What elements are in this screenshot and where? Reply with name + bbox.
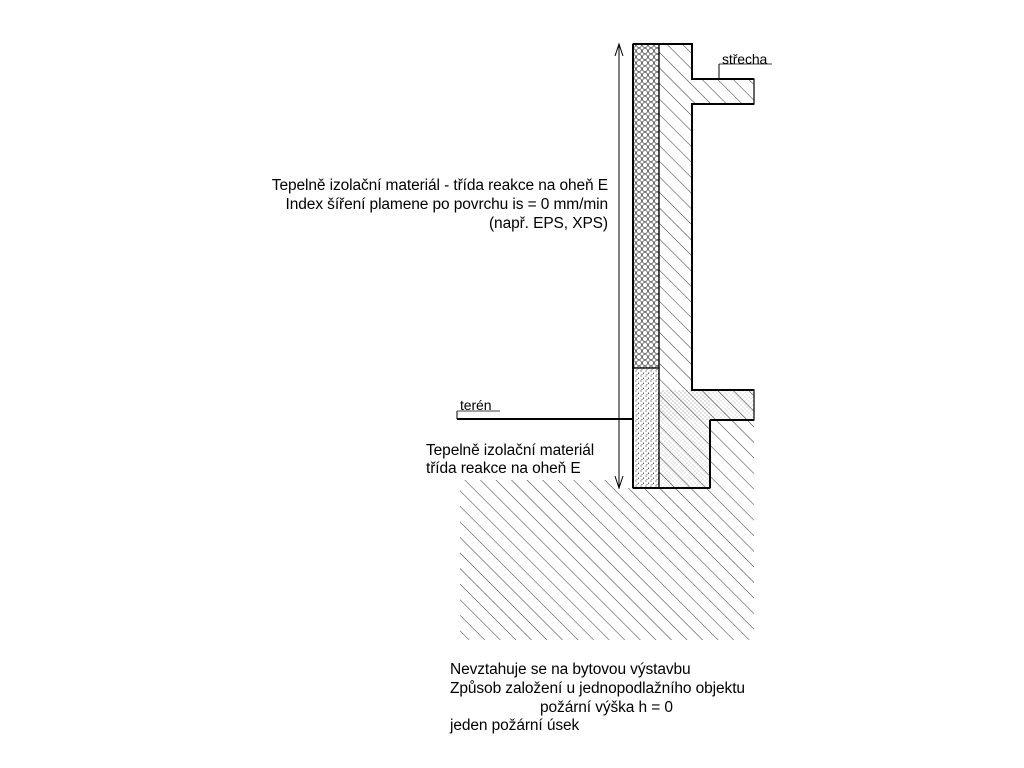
- lower-insulation: [633, 368, 659, 488]
- upper-note-line-2: Index šíření plamene po povrchu is = 0 mm/min: [285, 196, 608, 213]
- note-line-4: jeden požární úsek: [450, 717, 580, 734]
- note-line-2: Způsob založení u jednopodlažního objektu: [450, 680, 745, 697]
- upper-note-line-3: (např. EPS, XPS): [488, 215, 608, 232]
- upper-note-line-1: Tepelně izolační materiál - třída reakce na oheň E: [271, 177, 608, 194]
- double-arrow-icon: [615, 44, 623, 488]
- terrain-label: terén: [460, 397, 492, 413]
- lower-note-line-1: Tepelně izolační materiál: [426, 442, 595, 459]
- lower-note-line-2: třída reakce na oheň E: [426, 460, 581, 477]
- note-line-3: požární výška h = 0: [540, 699, 673, 716]
- upper-insulation: [633, 44, 659, 368]
- roof-label: střecha: [722, 51, 768, 67]
- note-line-1: Nevztahuje se na bytovou výstavbu: [450, 661, 691, 678]
